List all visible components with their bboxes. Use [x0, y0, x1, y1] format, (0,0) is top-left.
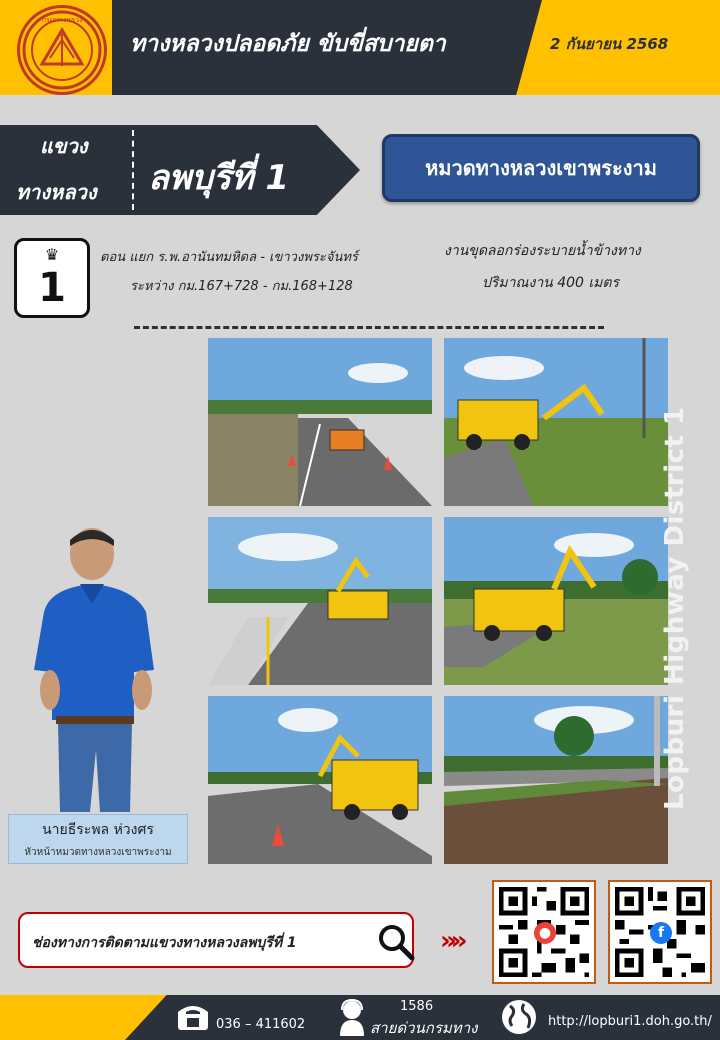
person-title: หัวหน้าหมวดทางหลวงเขาพระงาม	[24, 847, 172, 858]
person-photo	[30, 520, 180, 815]
map-pin-icon: ●	[534, 922, 556, 944]
hotline-number[interactable]: 1586	[400, 999, 434, 1014]
location-line2: ระหว่าง กม.167+728 - กม.168+128	[130, 279, 353, 294]
page-title: ทางหลวงปลอดภัย ขับขี่สบายตา	[130, 31, 446, 57]
section-name-badge: หมวดทางหลวงเขาพระงาม	[382, 134, 700, 202]
hotline-label: สายด่วนกรมทาง	[370, 1019, 478, 1037]
chevron-right-icon: »»	[440, 926, 462, 956]
follow-label: ช่องทางการติดตามแขวงทางหลวงลพบุรีที่ 1	[32, 935, 297, 951]
route-number: 1	[38, 265, 66, 311]
garuda-icon: ♛	[44, 245, 60, 264]
photo-road-sign-cones	[208, 338, 432, 506]
department-of-highways-logo	[17, 5, 107, 95]
call-center-icon	[336, 998, 368, 1036]
photo-dump-truck-excavator	[444, 338, 668, 506]
qr-code-facebook[interactable]	[608, 880, 712, 984]
district-label-line2: ทางหลวง	[16, 180, 97, 204]
follow-channels-box[interactable]	[18, 912, 414, 968]
phone-number[interactable]: 036 – 411602	[216, 1017, 306, 1032]
work-description: งานขุดลอกร่องระบายน้ำข้างทาง	[444, 243, 641, 259]
location-line1: ตอน แยก ร.พ.อานันทมหิดล - เขาวงพระจันทร์	[100, 250, 358, 265]
photo-excavator-roadside	[208, 517, 432, 685]
date-label: 2 กันยายน 2568	[550, 35, 669, 53]
divider	[134, 326, 604, 329]
phone-icon	[176, 1002, 210, 1032]
qr-code-map[interactable]	[492, 880, 596, 984]
facebook-icon: f	[650, 922, 672, 944]
globe-icon	[500, 998, 538, 1036]
photo-cleared-ditch	[444, 696, 668, 864]
work-quantity: ปริมาณงาน 400 เมตร	[482, 275, 619, 291]
district-name: ลพบุรีที่ 1	[148, 158, 289, 198]
person-name: นายธีระพล ห่วงศร	[42, 822, 154, 838]
district-label-line1: แขวง	[40, 134, 88, 158]
route-number-badge	[14, 238, 90, 318]
website-link[interactable]: http://lopburi1.doh.go.th/	[548, 1014, 712, 1029]
district-separator	[132, 130, 134, 210]
photo-truck-convoy	[208, 696, 432, 864]
search-icon	[376, 922, 416, 962]
district-vertical-text: Lopburi Highway District 1	[660, 406, 690, 810]
photo-truck-excavator-field	[444, 517, 668, 685]
person-name-card	[8, 814, 188, 864]
logo-text: กรมทางหลวง	[41, 16, 83, 24]
